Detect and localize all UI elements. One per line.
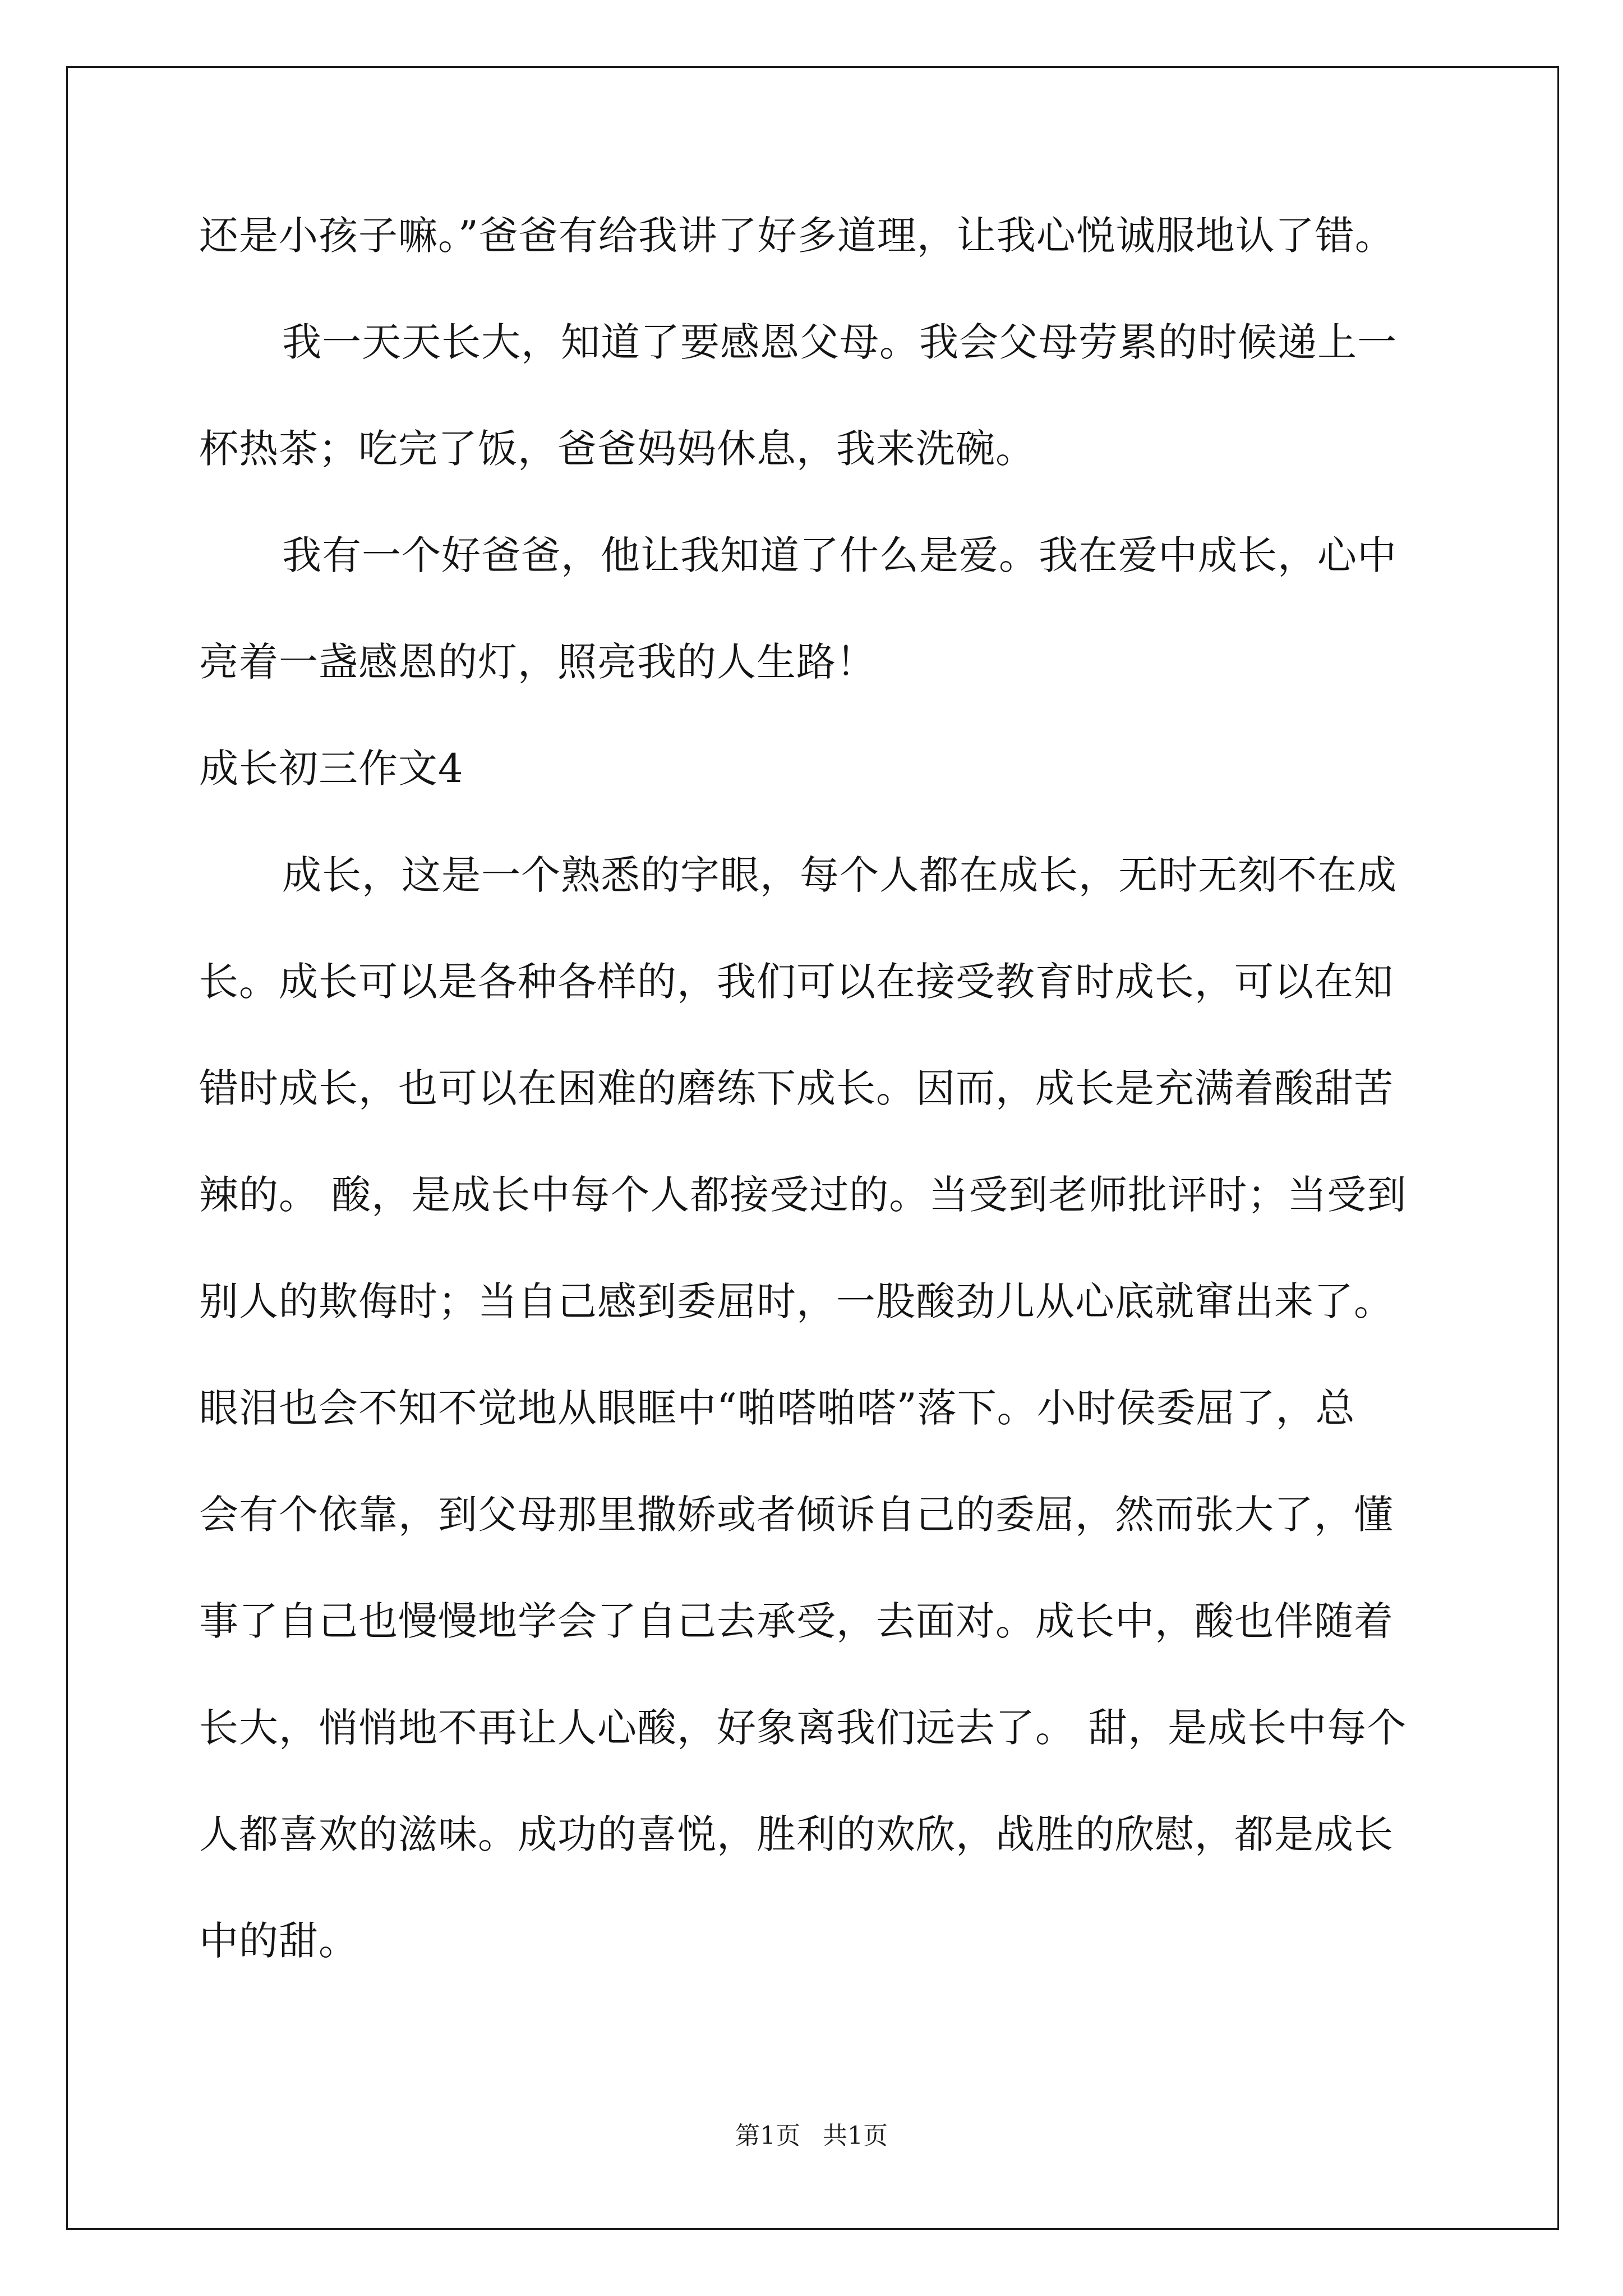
text-line: 错时成长，也可以在困难的磨练下成长。因而，成长是充满着酸甜苦 [199,1065,1394,1111]
text-line: 会有个依靠，到父母那里撒娇或者倾诉自己的委屈，然而张大了，懂 [199,1492,1394,1538]
text-line: 中的甜。 [199,1918,358,1964]
text-line: 事了自己也慢慢地学会了自己去承受，去面对。成长中，酸也伴随着 [199,1598,1394,1644]
section-heading: 成长初三作文4 [199,746,464,792]
paragraph-start-line: 成长，这是一个熟悉的字眼，每个人都在成长，无时无刻不在成 [282,852,1397,898]
paragraph-start-line: 我有一个好爸爸，他让我知道了什么是爱。我在爱中成长，心中 [282,532,1397,578]
text-line: 人都喜欢的滋味。成功的喜悦，胜利的欢欣，战胜的欣慰，都是成长 [199,1811,1394,1857]
text-line: 眼泪也会不知不觉地从眼眶中“啪嗒啪嗒”落下。小时侯委屈了，总 [199,1385,1355,1431]
text-line: 长。成长可以是各种各样的，我们可以在接受教育时成长，可以在知 [199,959,1394,1005]
page-footer [0,2119,1623,2153]
page-border [66,66,1559,2230]
text-line: 别人的欺侮时；当自己感到委屈时，一股酸劲儿从心底就窜出来了。 [199,1278,1394,1324]
page-number: 第1页 [735,2122,800,2150]
text-line: 辣的。 酸，是成长中每个人都接受过的。当受到老师批评时；当受到 [199,1172,1407,1218]
text-line: 还是小孩子嘛。”爸爸有给我讲了好多道理，让我心悦诚服地认了错。 [199,213,1395,259]
paragraph-start-line: 我一天天长大，知道了要感恩父母。我会父母劳累的时候递上一 [282,319,1397,365]
page-total: 共1页 [823,2122,888,2150]
text-line: 亮着一盏感恩的灯，照亮我的人生路！ [199,639,876,685]
text-line: 长大，悄悄地不再让人心酸，好象离我们远去了。 甜，是成长中每个 [199,1705,1407,1751]
text-line: 杯热茶；吃完了饭，爸爸妈妈休息，我来洗碗。 [199,426,1035,472]
